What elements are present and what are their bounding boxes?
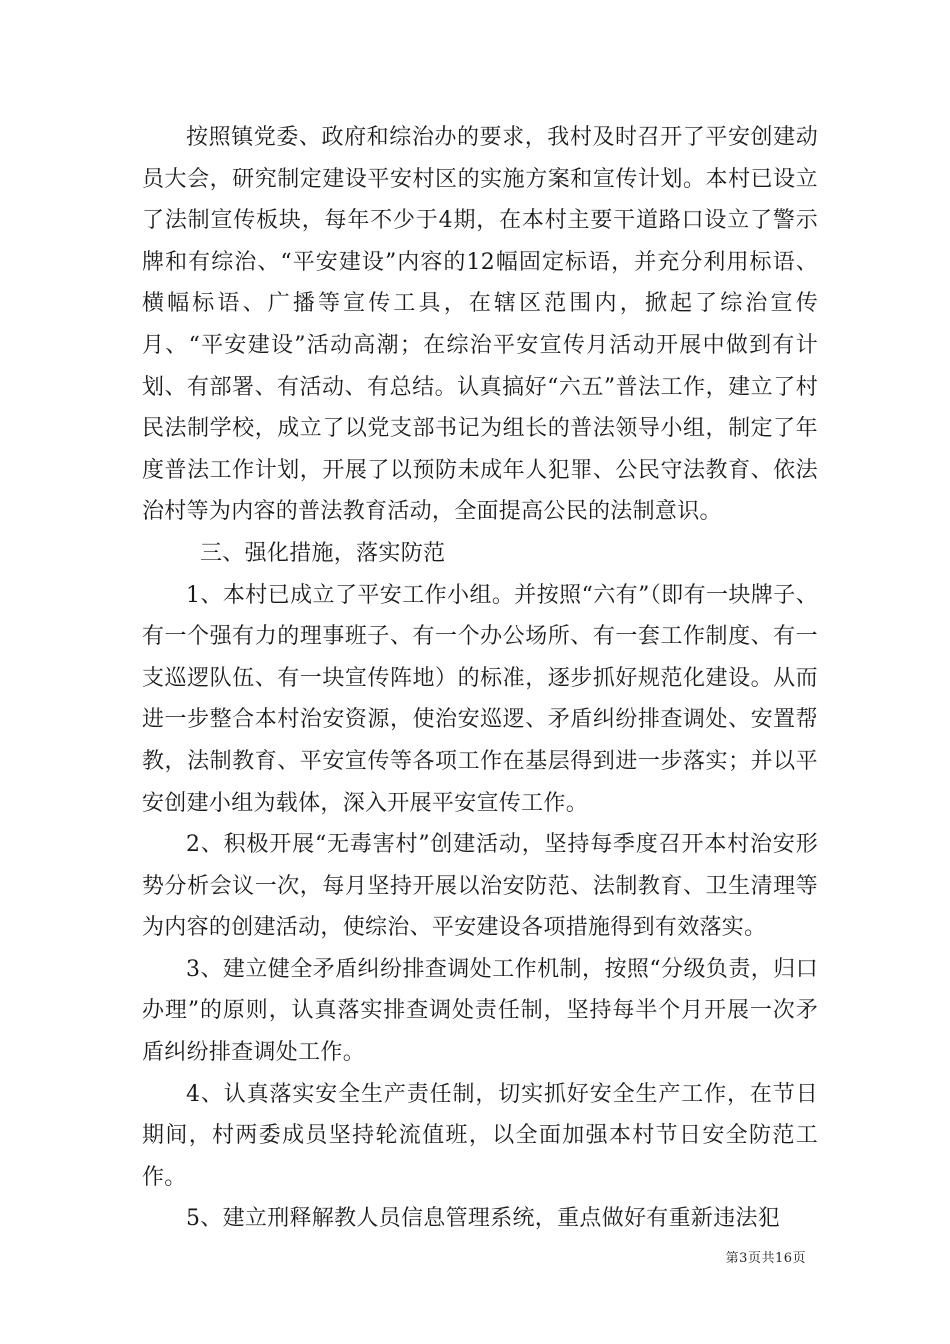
paragraph-publicity: 按照镇党委、政府和综治办的要求，我村及时召开了平安创建动员大会，研究制定建设平安村区的实施方案和宣传计划。本村已设立了法制宣传板块，每年不少于4期，在本村主要干道路口设立了警示牌和有综治、“平安建设”内容的12幅固定标语，并充分利用标语、横幅标语、广播等宣传工具，在辖区范围内，掀起了综治宣传月、“平安建设”活动高潮；在综治平安宣传月活动开展中做到有计划、有部署、有活动、有总结。认真搞好“六五”普法工作，建立了村民法制学校，成立了以党支部书记为组长的普法领导小组，制定了年度普法工作计划，开展了以预防未成年人犯罪、公民守法教育、依法治村等为内容的普法教育活动，全面提高公民的法制意识。 <box>142 125 818 525</box>
paragraph-item-1: 1、本村已成立了平安工作小组。并按照“六有”（即有一块牌子、有一个强有力的理事班子、有一个办公场所、有一套工作制度、有一支巡逻队伍、有一块宣传阵地）的标准，逐步抓好规范化建设。从而进一步整合本村治安资源，使治安巡逻、矛盾纠纷排查调处、安置帮教，法制教育、平安宣传等各项工作在基层得到进一步落实；并以平安创建小组为载体，深入开展平安宣传工作。 <box>142 582 818 816</box>
paragraph-item-2: 2、积极开展“无毒害村”创建活动，坚持每季度召开本村治安形势分析会议一次，每月坚持开展以治安防范、法制教育、卫生清理等为内容的创建活动，使综治、平安建设各项措施得到有效落实。 <box>142 832 818 941</box>
document-body <box>142 117 818 1240</box>
page-number-footer: 第3页共16页 <box>725 1251 806 1266</box>
paragraph-item-4: 4、认真落实安全生产责任制，切实抓好安全生产工作，在节日期间，村两委成员坚持轮流值班，以全面加强本村节日安全防范工作。 <box>142 1081 818 1190</box>
paragraph-item-5: 5、建立刑释解教人员信息管理系统，重点做好有重新违法犯 <box>186 1206 781 1232</box>
paragraph-item-3: 3、建立健全矛盾纠纷排查调处工作机制，按照“分级负责，归口办理”的原则，认真落实排查调处责任制，坚持每半个月开展一次矛盾纠纷排查调处工作。 <box>142 956 818 1066</box>
section-heading-measures: 三、强化措施，落实防范 <box>200 540 446 566</box>
